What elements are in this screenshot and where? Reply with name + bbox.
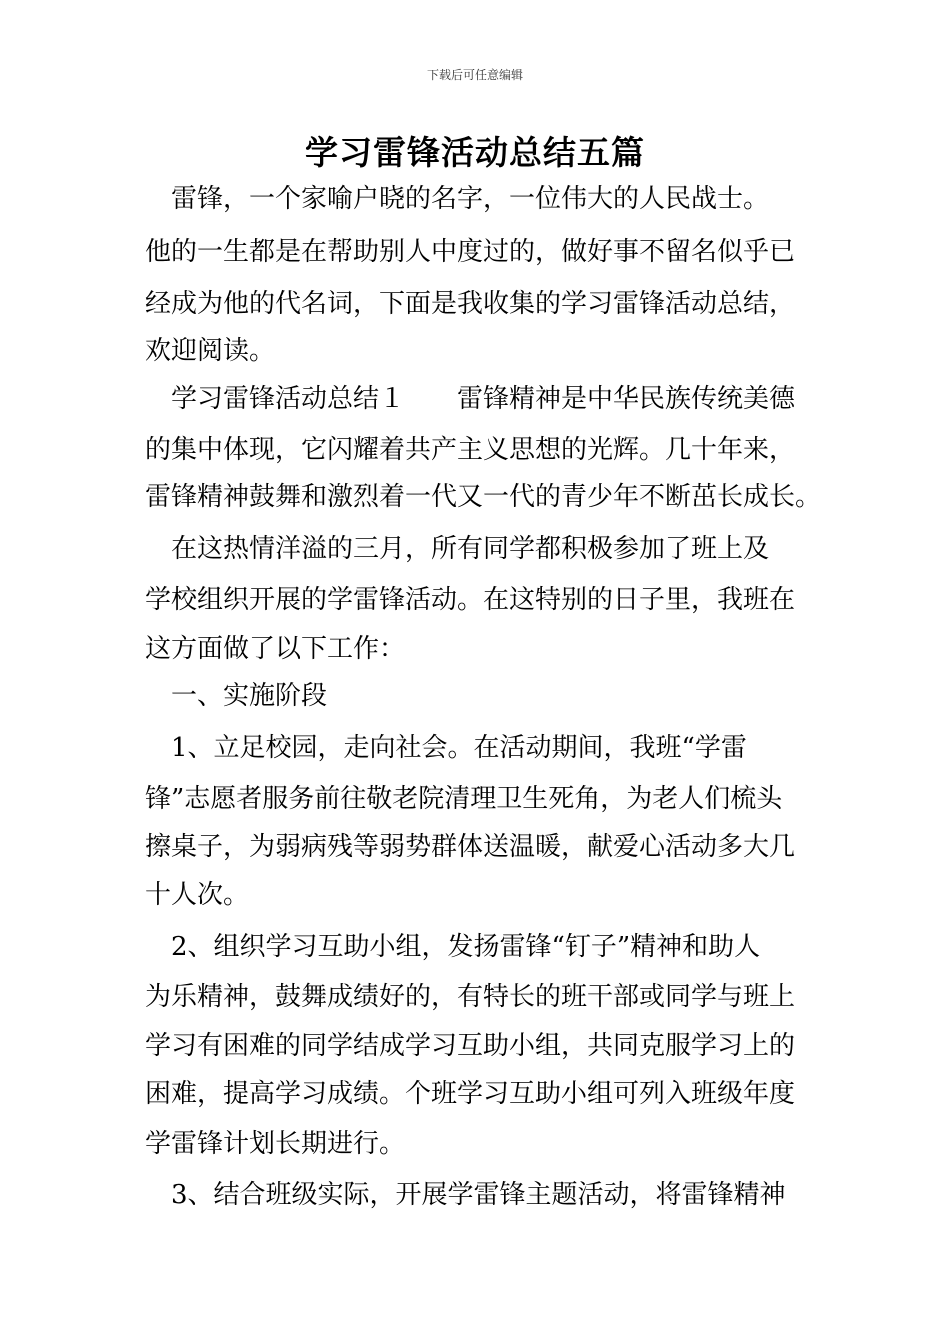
body-line: 学习雷锋活动总结１ 雷锋精神是中华民族传统美德 (145, 384, 796, 414)
body-line: 学雷锋计划长期进行。 (145, 1129, 406, 1159)
body-line: 困难，提高学习成绩。个班学习互助小组可列入班级年度 (145, 1079, 796, 1109)
body-line: 在这热情洋溢的三月，所有同学都积极参加了班上及 (145, 534, 770, 564)
body-line: 雷锋精神鼓舞和激烈着一代又一代的青少年不断茁长成长。 (145, 482, 822, 512)
body-line: 学习有困难的同学结成学习互助小组，共同克服学习上的 (145, 1031, 796, 1061)
body-line: 3、结合班级实际，开展学雷锋主题活动，将雷锋精神 (145, 1180, 786, 1210)
body-line: 十人次。 (145, 880, 250, 910)
body-line: 锋”志愿者服务前往敬老院清理卫生死角，为老人们梳头 (145, 784, 783, 814)
body-line: 1、立足校园，走向社会。在活动期间，我班“学雷 (145, 733, 747, 763)
document-title: 学习雷锋活动总结五篇 (305, 133, 645, 172)
body-line: 欢迎阅读。 (145, 336, 276, 366)
body-line: 学校组织开展的学雷锋活动。在这特别的日子里，我班在 (145, 585, 796, 615)
body-line: 雷锋，一个家喻户晓的名字，一位伟大的人民战士。 (145, 184, 770, 214)
header-note: 下载后可任意编辑 (426, 68, 523, 82)
body-line: 经成为他的代名词，下面是我收集的学习雷锋活动总结， (145, 289, 796, 319)
body-line: 擦桌子，为弱病残等弱势群体送温暖，献爱心活动多大几 (145, 832, 796, 862)
body-line: 他的一生都是在帮助别人中度过的，做好事不留名似乎已 (145, 237, 796, 267)
body-line: 的集中体现，它闪耀着共产主义思想的光辉。几十年来， (145, 435, 796, 465)
body-line: 一、实施阶段 (145, 681, 328, 711)
body-line: 这方面做了以下工作： (145, 634, 406, 664)
body-line: 为乐精神，鼓舞成绩好的，有特长的班干部或同学与班上 (145, 982, 796, 1012)
body-line: 2、组织学习互助小组，发扬雷锋“钉子”精神和助人 (145, 932, 761, 962)
